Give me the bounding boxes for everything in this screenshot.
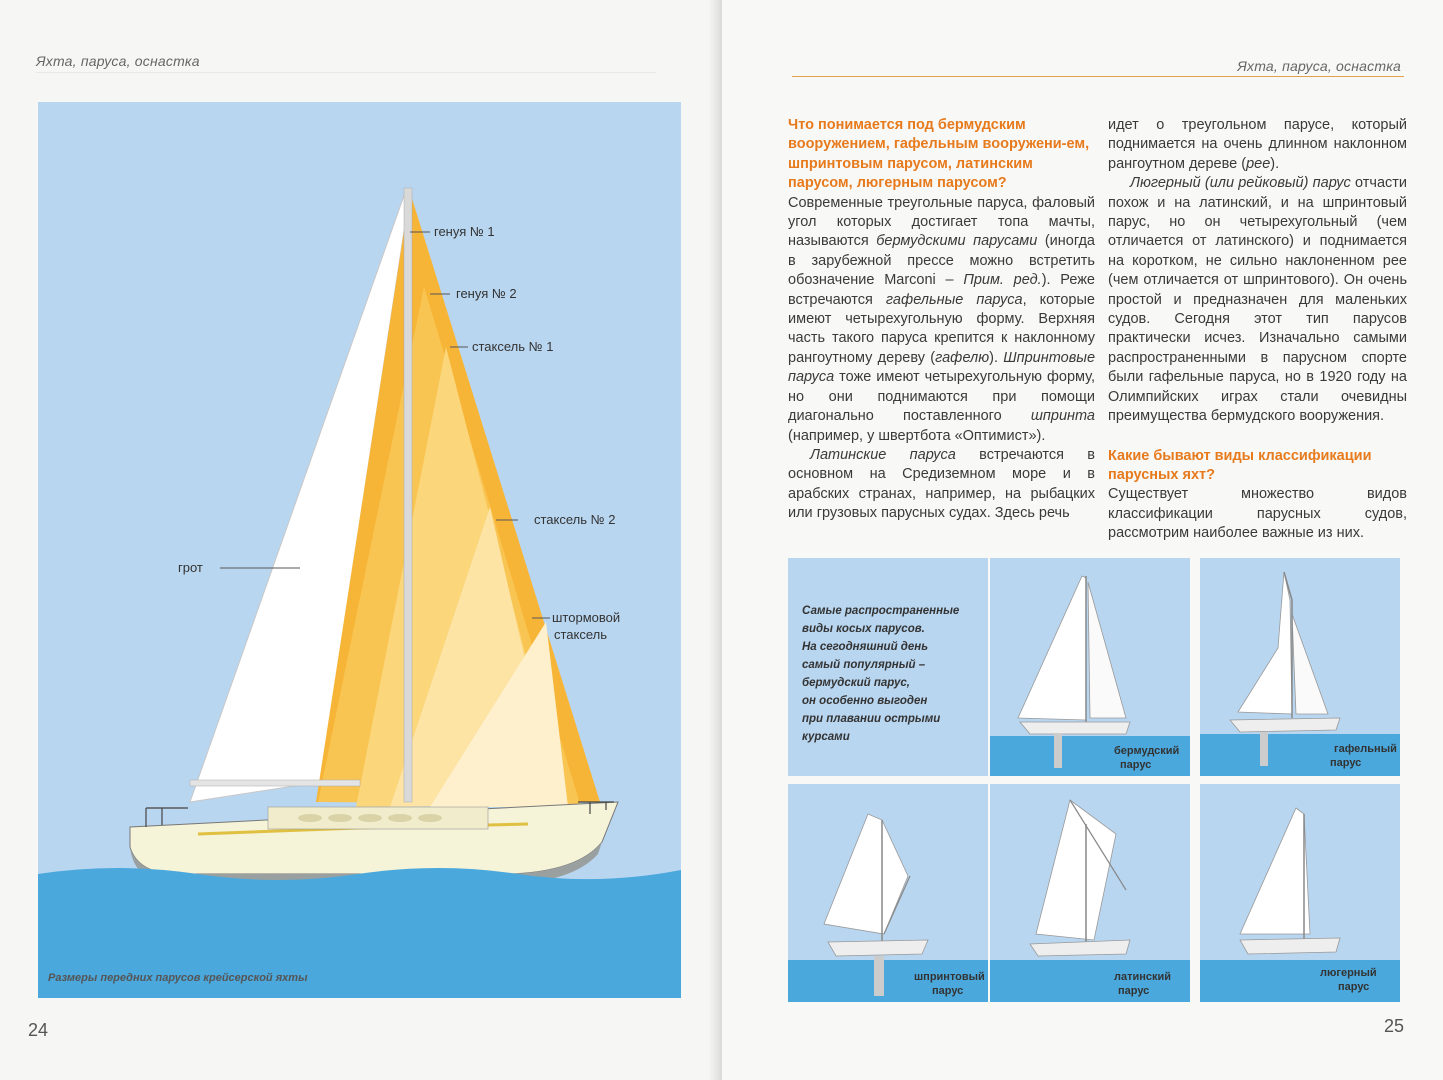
page-number-left: 24 — [28, 1020, 49, 1040]
label-storm-1: штормовой — [552, 610, 621, 625]
figure-caption-left: Размеры передних парусов крейсерской яхты — [48, 972, 308, 984]
paragraph-yard: идет о треугольном парусе, который поднимается на очень длинном наклонном рангоутном дереве (рее). — [1108, 117, 1407, 172]
sprit-mainsail — [824, 814, 908, 934]
label-sprit-1: шпринтовый — [914, 971, 985, 983]
mast — [404, 188, 412, 802]
header-rule-right — [792, 76, 1404, 77]
panel-lateen — [990, 784, 1190, 1002]
label-lugger-2: парус — [1338, 981, 1370, 993]
panel-lugger — [1200, 784, 1400, 1002]
panel-sprit — [788, 784, 988, 1002]
label-bermuda-1: бермудский — [1114, 745, 1180, 757]
header-rule-left — [36, 72, 656, 73]
label-sprit-2: парус — [932, 985, 964, 997]
svg-text:при плавании острыми: при плавании острыми — [802, 713, 941, 725]
label-mainsail: грот — [178, 560, 203, 575]
paragraph-bermuda: Современные треугольные паруса, фаловый угол которых достигает топа мачты, называются бермудскими парусами (иногда в зарубежной прессе можно встретить обозначение Marconi – Прим. ред.). Реже встречаются гафельные паруса, которые имеют четырехугольную форму. Верхняя часть такого паруса крепится к наклонному рангоутному дереву (гафелю). Шпринтовые паруса тоже имеют четырехугольную форму, но они поднимаются при помощи диагонально поставленного шпринта (например, у швертбота «Оптимист»). — [788, 194, 1096, 444]
yacht-figure — [38, 102, 681, 998]
label-gaff-1: гафельный — [1334, 743, 1397, 755]
lateen-mainsail — [1036, 800, 1116, 940]
label-lateen-2: парус — [1118, 985, 1150, 997]
caption-text — [802, 605, 960, 743]
right-page — [722, 0, 1443, 1080]
text-column-right — [1108, 116, 1407, 544]
label-staysail-2: стаксель № 2 — [534, 512, 616, 527]
lateen-hull — [1030, 940, 1130, 956]
heading-classification: Какие бывают виды классификации парусных яхт? — [1108, 447, 1372, 483]
heading-rig-types: Что понимается под бермудским вооружением, гафельным вооружени-ем, шпринтовым парусом, латинским парусом, люгерным парусом? — [788, 117, 1090, 192]
boom — [190, 780, 360, 786]
panel-gaff — [1200, 558, 1400, 776]
panel-bermuda — [990, 558, 1190, 776]
yacht-illustration — [38, 102, 681, 998]
panel-caption — [788, 558, 988, 776]
lugger-mainsail — [1240, 808, 1310, 934]
label-staysail-1: стаксель № 1 — [472, 339, 554, 354]
gaff-mainsail — [1238, 572, 1292, 714]
svg-text:Самые распространенные: Самые распространенные — [802, 605, 960, 617]
svg-text:курсами: курсами — [802, 731, 850, 743]
left-page — [0, 0, 720, 1080]
svg-text:самый популярный –: самый популярный – — [802, 659, 926, 671]
bermuda-hull — [1020, 722, 1130, 734]
lugger-hull — [1240, 938, 1340, 954]
label-lugger-1: люгерный — [1320, 967, 1377, 979]
bermuda-mainsail — [1018, 576, 1086, 720]
label-genoa-1: генуя № 1 — [434, 224, 495, 239]
text-column-left — [788, 116, 1095, 524]
label-storm-2: стаксель — [554, 627, 608, 642]
gaff-hull — [1230, 718, 1340, 732]
sprit-hull — [828, 940, 928, 956]
label-lateen-1: латинский — [1114, 971, 1172, 983]
gaff-water — [1200, 734, 1400, 776]
label-bermuda-2: парус — [1120, 759, 1152, 771]
running-head-left: Яхта, паруса, оснастка — [36, 53, 200, 69]
paragraph-classification: Существует множество видов классификации парусных судов, рассмотрим наиболее важные из них. — [1108, 486, 1407, 542]
label-genoa-2: генуя № 2 — [456, 286, 517, 301]
page-number-right: 25 — [1384, 1016, 1405, 1036]
svg-text:На сегодняшний день: На сегодняшний день — [802, 641, 929, 653]
svg-text:он особенно выгоден: он особенно выгоден — [802, 695, 928, 707]
label-gaff-2: парус — [1330, 757, 1362, 769]
svg-text:виды косых парусов.: виды косых парусов. — [802, 623, 925, 635]
paragraph-lugger: Люгерный (или рейковый) парус отчасти похож и на латинский, и на шпринтовый парус, но он четырехугольный (чем отличается от латинского) и поднимается на коротком, не сильно наклоненном рее (чем отличается от шпринтового). Он очень простой и предназначен для маленьких судов. Сегодня этот тип парусов практически исчез. Изначально самыми распространенными в парусном спорте были гафельные паруса, но в 1920 году на Олимпийских играх стали очевидны преимущества бермудского вооружения. — [1108, 175, 1407, 425]
running-head-right: Яхта, паруса, оснастка — [1237, 58, 1401, 74]
svg-text:бермудский парус,: бермудский парус, — [802, 677, 911, 689]
paragraph-lateen: Латинские паруса встречаются в основном на Средиземном море и в арабских странах, например, на рыбацких или грузовых парусных судах. Здесь речь — [788, 446, 1096, 522]
